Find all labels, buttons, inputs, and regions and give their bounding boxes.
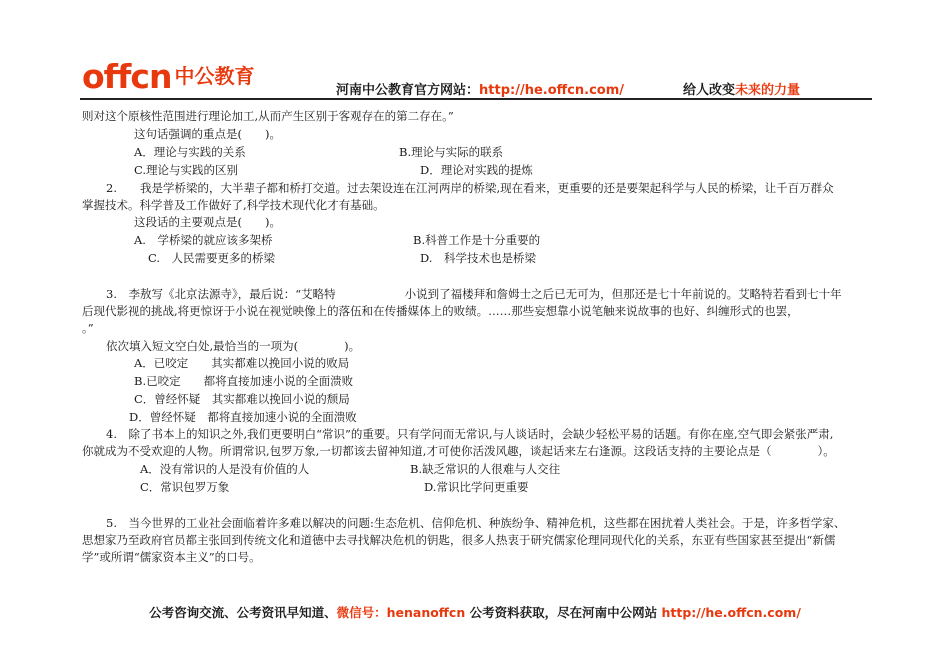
- header-divider: [80, 98, 872, 100]
- logo-offcn-text: offcn: [82, 56, 172, 96]
- header-site-label: 河南中公教育官方网站：: [336, 83, 480, 98]
- text-line: D.常识比学问更重要: [424, 480, 529, 494]
- text-line: B.科普工作是十分重要的: [413, 233, 541, 247]
- text-line: C．曾经怀疑 其实都难以挽回小说的颓局: [134, 392, 350, 406]
- text-line: D. 科学技术也是桥梁: [420, 251, 536, 265]
- text-line: B.缺乏常识的人很难与人交往: [410, 462, 561, 476]
- text-line: C.理论与实践的区别: [134, 163, 239, 177]
- text-line: D．曾经怀疑 都将直接加速小说的全面溃败: [129, 410, 357, 424]
- text-line: 3. 李敖写《北京法源寺》，最后说：“艾略特 小说到了福楼拜和詹姆士之后已无可为，但那还是七十年前说的。艾略特若看到七十年: [106, 287, 842, 301]
- text-line: 这句话强调的重点是( )。: [134, 127, 281, 141]
- text-line: 4. 除了书本上的知识之外,我们更要明白“常识”的重要。只有学问而无常识,与人谈话时，会缺少轻松平易的话题。有你在座,空气即会紧张严肃,: [106, 427, 834, 441]
- header-slogan: [683, 79, 800, 98]
- text-line: 2. 我是学桥梁的，大半辈子都和桥打交道。过去架设连在江河两岸的桥梁,现在看来，更重要的还是要架起科学与人民的桥梁，让千百万群众: [106, 181, 834, 195]
- text-line: 5. 当今世界的工业社会面临着许多难以解决的问题:生态危机、信仰危机、种族纷争、精神危机，这些都在困扰着人类社会。于是，许多哲学家、: [106, 516, 846, 530]
- footer-url[interactable]: http://he.offcn.com/: [661, 605, 801, 620]
- slogan-highlight: 未来的力量: [735, 83, 801, 98]
- logo-chinese-text: 中公教育: [174, 64, 255, 88]
- footer-text-2: 公考资料获取，尽在河南中公网站: [465, 605, 662, 620]
- text-line: A．理论与实践的关系: [134, 145, 246, 159]
- slogan-prefix: 给人改变: [683, 83, 736, 98]
- header-site-url[interactable]: http://he.offcn.com/: [479, 83, 625, 98]
- text-line: A．已咬定 其实都难以挽回小说的败局: [134, 356, 350, 370]
- text-line: C. 人民需要更多的桥梁: [148, 251, 276, 265]
- text-line: 思想家乃至政府官员都主张回到传统文化和道德中去寻找解决危机的钥匙，很多人热衷于研究儒家伦理同现代化的关系，东亚有些国家甚至提出“新儒: [82, 533, 836, 547]
- text-line: A. 学桥梁的就应该多架桥: [134, 233, 273, 247]
- text-line: B.已咬定 都将直接加速小说的全面溃败: [134, 374, 354, 388]
- page-footer: [0, 603, 950, 621]
- text-line: 学”或所谓“儒家资本主义”的口号。: [82, 550, 261, 564]
- text-line: A．没有常识的人是没有价值的人: [140, 462, 310, 476]
- text-line: 后现代影视的挑战,将更惊讶于小说在视觉映像上的落伍和在传播媒体上的败绩。……那些妄想靠小说笔触来说故事的也好、纠缠形式的也罢，: [82, 304, 799, 318]
- text-line: 。”: [82, 321, 94, 335]
- text-line: B.理论与实际的联系: [399, 145, 504, 159]
- text-line: D．理论对实践的提炼: [420, 163, 533, 177]
- offcn-logo: [82, 58, 254, 94]
- text-line: C．常识包罗万象: [140, 480, 230, 494]
- footer-wechat: 微信号：henanoffcn: [336, 605, 466, 620]
- header-website: [336, 79, 624, 98]
- text-line: 你就成为不受欢迎的人物。所谓常识,包罗万象,一切都该去留神知道,才可使你活泼风趣，谈起话来左右逢源。这段话支持的主要论点是（ ）。: [82, 444, 835, 458]
- text-line: 则对这个原核性范围进行理论加工,从而产生区别于客观存在的第二存在。”: [82, 109, 454, 123]
- footer-text-1: 公考咨询交流、公考资讯早知道、: [149, 605, 337, 620]
- text-line: 依次填入短文空白处,最恰当的一项为( )。: [106, 339, 361, 353]
- text-line: 这段话的主要观点是( )。: [134, 215, 281, 229]
- text-line: 掌握技术。科学普及工作做好了,科学技术现代化才有基础。: [82, 198, 385, 212]
